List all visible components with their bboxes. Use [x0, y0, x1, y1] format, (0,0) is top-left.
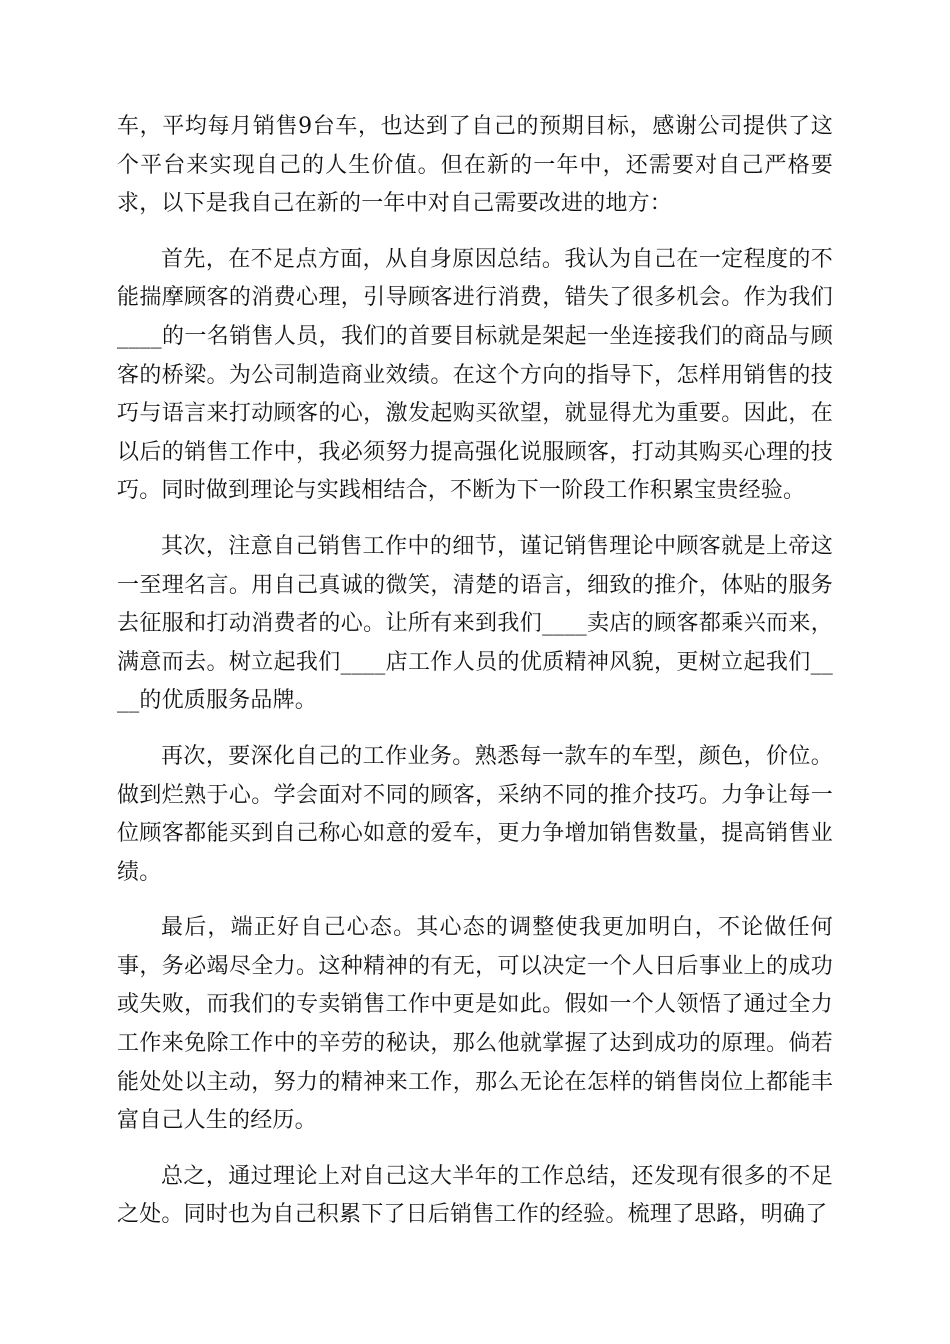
paragraph-second-point: 其次，注意自己销售工作中的细节，谨记销售理论中顾客就是上帝这一至理名言。用自己真诚的微笑，清楚的语言，细致的推介，体贴的服务去征服和打动消费者的心。让所有来到我们____卖店的顾客都乘兴而来，满意而去。树立起我们____店工作人员的优质精神风貌，更树立起我们____的优质服务品牌。 — [117, 533, 833, 714]
document-body — [117, 108, 833, 1252]
paragraph-continuation: 车，平均每月销售9台车，也达到了自己的预期目标，感谢公司提供了这个平台来实现自己的人生价值。但在新的一年中，还需要对自己严格要求，以下是我自己在新的一年中对自己需要改进的地方： — [117, 114, 833, 217]
paragraph-conclusion: 总之，通过理论上对自己这大半年的工作总结，还发现有很多的不足之处。同时也为自己积累下了日后销售工作的经验。梳理了思路，明确了 — [117, 1163, 833, 1228]
paragraph-fourth-point: 最后，端正好自己心态。其心态的调整使我更加明白，不论做任何事，务必竭尽全力。这种精神的有无，可以决定一个人日后事业上的成功或失败，而我们的专卖销售工作中更是如此。假如一个人领悟了通过全力工作来免除工作中的辛劳的秘诀，那么他就掌握了达到成功的原理。倘若能处处以主动，努力的精神来工作，那么无论在怎样的销售岗位上都能丰富自己人生的经历。 — [117, 915, 833, 1134]
paragraph-third-point: 再次，要深化自己的工作业务。熟悉每一款车的车型，颜色，价位。做到烂熟于心。学会面对不同的顾客，采纳不同的推介技巧。力争让每一位顾客都能买到自己称心如意的爱车，更力争增加销售数量，提高销售业绩。 — [117, 743, 833, 885]
paragraph-first-point: 首先，在不足点方面，从自身原因总结。我认为自己在一定程度的不能揣摩顾客的消费心理，引导顾客进行消费，错失了很多机会。作为我们____的一名销售人员，我们的首要目标就是架起一坐连接我们的商品与顾客的桥梁。为公司制造商业效绩。在这个方向的指导下，怎样用销售的技巧与语言来打动顾客的心，激发起购买欲望，就显得尤为重要。因此，在以后的销售工作中，我必须努力提高强化说服顾客，打动其购买心理的技巧。同时做到理论与实践相结合，不断为下一阶段工作积累宝贵经验。 — [117, 246, 833, 504]
